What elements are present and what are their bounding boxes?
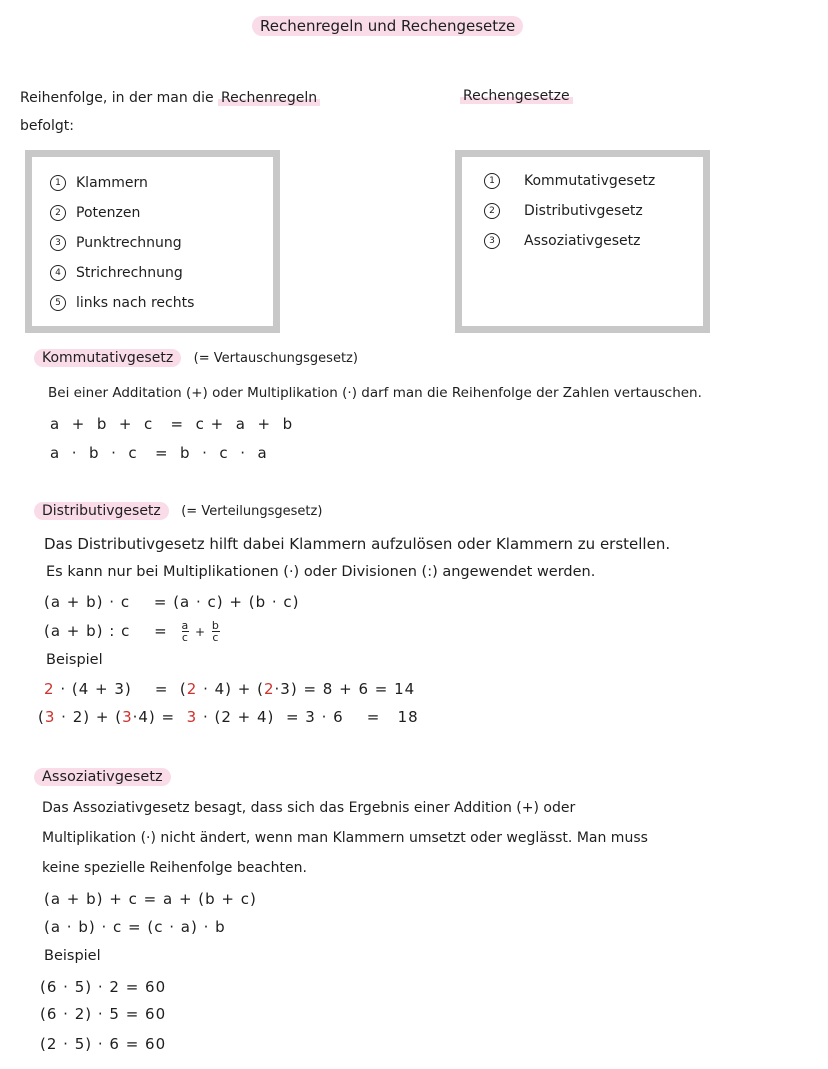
rule-item (50, 205, 140, 221)
assoziativ-example-1: (6 · 5) · 2 = 60 (40, 978, 167, 996)
kommutativ-eq-1: a + b + c = c + a + b (50, 415, 294, 433)
distributiv-example-label: Beispiel (46, 652, 103, 668)
rule-label: Klammern (76, 175, 148, 191)
kommutativ-eq-2: a · b · c = b · c · a (50, 444, 268, 462)
rules-box (25, 150, 280, 333)
eq-right: = (a · c) + (b · c) (153, 593, 300, 611)
rule-item (50, 295, 194, 311)
distributiv-example-2: (3 · 2) + (3·4) = 3 · (2 + 4) = 3 · 6 = 18 (38, 708, 419, 726)
distributiv-heading: Distributivgesetz (34, 502, 169, 520)
law-label: Distributivgesetz (524, 203, 643, 219)
rule-item (50, 175, 148, 191)
number-circle-icon: 2 (50, 205, 66, 221)
intro-prefix: Reihenfolge, in der man die (20, 90, 214, 106)
kommutativ-heading-row (34, 350, 358, 366)
eq-left: (a + b) · c (44, 593, 131, 611)
distributiv-example-1: 2 · (4 + 3) = (2 · 4) + (2·3) = 8 + 6 = 14 (44, 680, 416, 698)
intro-line-2: befolgt: (20, 118, 74, 134)
fraction-a-over-c: $\frac{a}{c}$ (181, 619, 190, 644)
number-circle-icon: 2 (484, 203, 500, 219)
plus-sign: + (195, 625, 207, 639)
rule-label: Punktrechnung (76, 235, 182, 251)
rule-item (50, 265, 183, 281)
page-title: Rechenregeln und Rechengesetze (252, 16, 523, 36)
rule-label: Potenzen (76, 205, 141, 221)
distributiv-subtitle: (= Verteilungsgesetz) (181, 504, 323, 519)
intro-highlight: Rechenregeln (218, 90, 320, 106)
distributiv-eq-1 (44, 593, 300, 611)
assoziativ-eq-1: (a + b) + c = a + (b + c) (44, 890, 257, 908)
assoziativ-heading: Assoziativgesetz (34, 768, 171, 786)
distributiv-eq-2 (44, 620, 220, 643)
law-item (484, 173, 655, 189)
kommutativ-heading: Kommutativgesetz (34, 349, 181, 367)
number-circle-icon: 3 (50, 235, 66, 251)
assoziativ-example-2: (6 · 2) · 5 = 60 (40, 1005, 167, 1023)
assoziativ-eq-2: (a · b) · c = (c · a) · b (44, 918, 226, 936)
rule-label: links nach rechts (76, 295, 195, 311)
assoziativ-line-3: keine spezielle Reihenfolge beachten. (42, 860, 307, 876)
law-item (484, 203, 643, 219)
rule-item (50, 235, 182, 251)
assoziativ-line-1: Das Assoziativgesetz besagt, dass sich das Ergebnis einer Addition (+) oder (42, 800, 576, 816)
laws-box (455, 150, 710, 333)
eq-sign: = (154, 622, 168, 640)
number-circle-icon: 3 (484, 233, 500, 249)
law-label: Assoziativgesetz (524, 233, 641, 249)
number-circle-icon: 1 (50, 175, 66, 191)
kommutativ-description: Bei einer Additation (+) oder Multiplikation (·) darf man die Reihenfolge der Zahlen vertauschen. (48, 385, 702, 401)
assoziativ-example-label: Beispiel (44, 948, 101, 964)
distributiv-heading-row (34, 503, 322, 519)
assoziativ-example-3: (2 · 5) · 6 = 60 (40, 1035, 167, 1053)
distributiv-line-1: Das Distributivgesetz hilft dabei Klammern aufzulösen oder Klammern zu erstellen. (44, 535, 671, 553)
number-circle-icon: 5 (50, 295, 66, 311)
fraction-b-over-c: $\frac{b}{c}$ (211, 619, 220, 644)
assoziativ-line-2: Multiplikation (·) nicht ändert, wenn man Klammern umsetzt oder weglässt. Man muss (42, 830, 648, 846)
eq-left: (a + b) : c (44, 622, 131, 640)
laws-heading: Rechengesetze (460, 88, 573, 104)
law-item (484, 233, 640, 249)
distributiv-line-2: Es kann nur bei Multiplikationen (·) oder Divisionen (:) angewendet werden. (46, 564, 596, 580)
intro-line-1 (20, 90, 320, 106)
kommutativ-subtitle: (= Vertauschungsgesetz) (193, 351, 358, 366)
rule-label: Strichrechnung (76, 265, 183, 281)
law-label: Kommutativgesetz (524, 173, 656, 189)
number-circle-icon: 4 (50, 265, 66, 281)
number-circle-icon: 1 (484, 173, 500, 189)
